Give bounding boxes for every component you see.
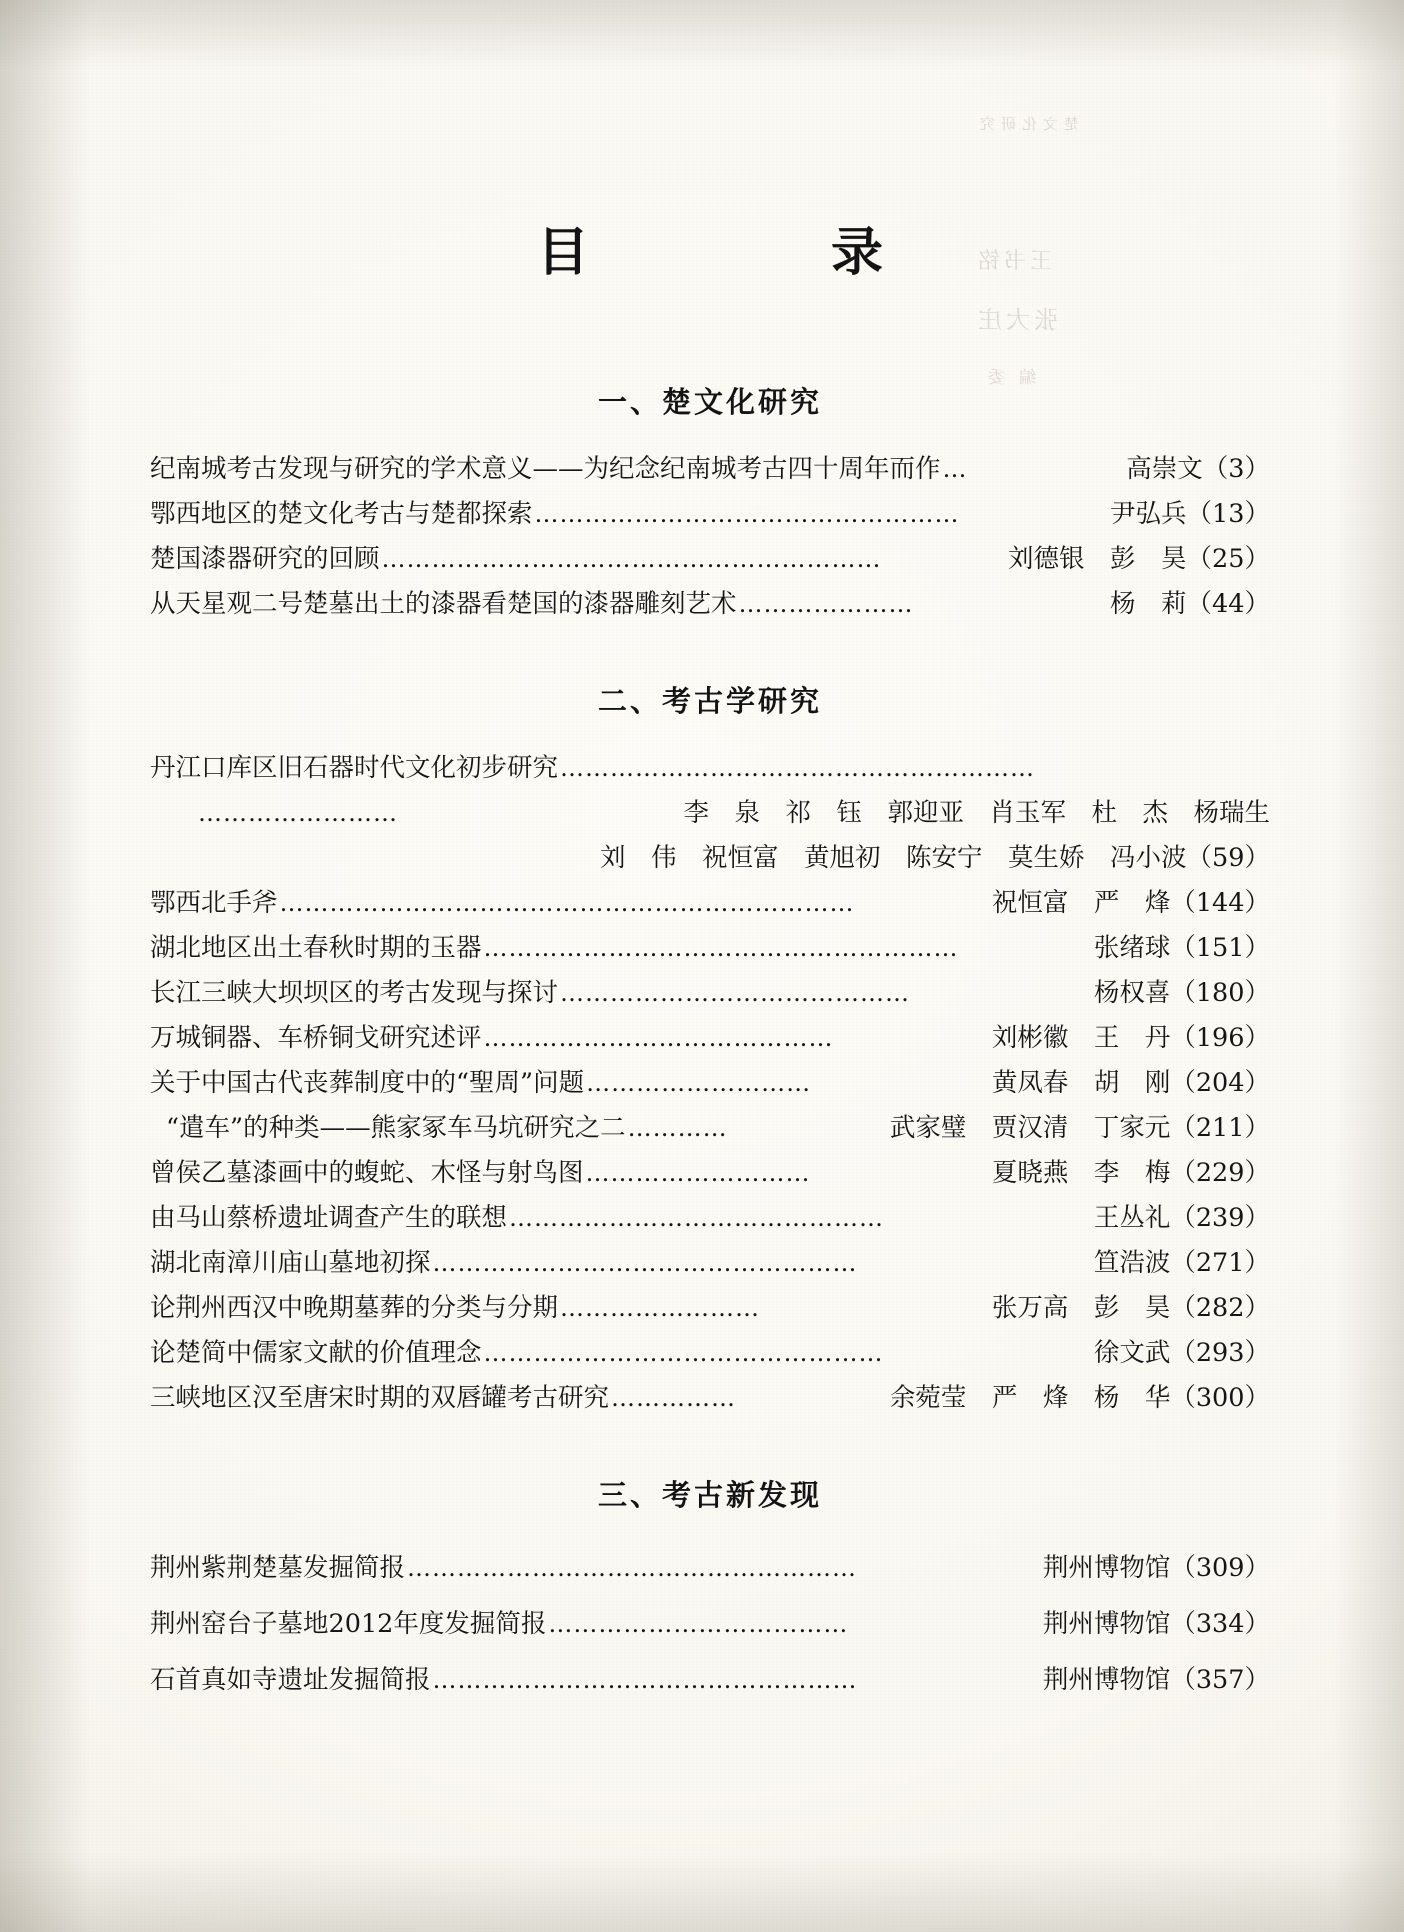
toc-entry-title: 曾侯乙墓漆画中的蝮蛇、木怪与射鸟图 [150,1158,584,1188]
toc-leader: … [942,455,968,483]
toc-entry[interactable] [150,1196,1270,1241]
toc-entry-authors: 祝恒富 严 烽 [991,888,1171,918]
toc-entry-title: 万城铜器、车桥铜戈研究述评 [150,1023,482,1053]
toc-entry-title: 鄂西地区的楚文化考古与楚都探索 [150,499,533,529]
toc-entry-authors: 徐文武 [1093,1338,1171,1368]
bleed-line-1: 楚文化研究 [974,115,1080,133]
toc-entry-authors: 杨权喜 [1093,978,1171,1008]
toc-leader: ………………………………………………… [483,934,959,962]
toc-entry-authors: 荆州博物馆 [1042,1553,1171,1583]
toc-entry-title: 纪南城考古发现与研究的学术意义——为纪念纪南城考古四十周年而作 [150,454,941,484]
toc-entry[interactable] [150,746,1270,791]
toc-leader: …………………………………………… [432,1249,858,1277]
toc-leader: ………………………………………………… [560,754,1036,782]
toc-leader: …………………………………… [560,979,911,1007]
page-edge-shadow-top [0,0,1404,70]
toc-entry[interactable] [150,881,1270,926]
section-heading-3: 三、考古新发现 [597,1478,822,1512]
section-heading-2: 二、考古学研究 [597,684,822,718]
toc-entry-page: （13） [1186,499,1270,529]
section-entries-2 [150,746,1270,1421]
toc-entry-title: 湖北南漳川庙山墓地初探 [150,1248,431,1278]
toc-leader: ………………………………………… [483,1339,884,1367]
toc-leader: ……………………………… [548,1610,849,1638]
toc-entry-title: 荆州窑台子墓地2012年度发掘简报 [150,1609,547,1639]
toc-entry-authors: 刘 伟 祝恒富 黄旭初 陈安宁 莫生娇 冯小波 [600,843,1187,873]
toc-leader: ……………………… [586,1069,812,1097]
toc-entry-authors: 武家璧 贾汉清 丁家元 [889,1113,1171,1143]
toc-entry[interactable] [150,1016,1270,1061]
toc-entry-authors: 杨 莉 [1110,589,1187,619]
section-entries-1 [150,447,1270,627]
toc-entry[interactable] [150,1151,1270,1196]
toc-leader: ………… [627,1114,728,1142]
toc-entry[interactable] [150,582,1270,627]
toc-entry-page: （300） [1170,1383,1270,1413]
toc-entry-title: 鄂西北手斧 [150,888,278,918]
toc-leader: …………………… [198,799,398,827]
toc-entry-title: 丹江口库区旧石器时代文化初步研究 [150,753,559,783]
toc-leader: …………………………………………… [432,1666,858,1694]
toc-entry-continuation [150,791,1270,836]
toc-leader: …………………………………………………………… [279,889,855,917]
toc-entry-authors: 荆州博物馆 [1042,1665,1171,1695]
toc-entry-page: （309） [1170,1553,1270,1583]
toc-entry[interactable] [150,1652,1270,1708]
toc-entry[interactable] [150,1331,1270,1376]
toc-entry-title: 石首真如寺遗址发掘简报 [150,1665,431,1695]
toc-entry-title: 三峡地区汉至唐宋时期的双唇罐考古研究 [150,1383,610,1413]
bleed-line-4: 编委 [974,368,1036,388]
toc-entry-page: （204） [1170,1068,1270,1098]
toc-entry-title: 荆州紫荆楚墓发掘简报 [150,1553,406,1583]
toc-entry-authors: 余菀莹 严 烽 杨 华 [889,1383,1171,1413]
toc-entry[interactable] [150,1540,1270,1596]
toc-entry-title: 楚国漆器研究的回顾 [150,544,380,574]
section-entries-3 [150,1540,1270,1708]
toc-leader: …………… [611,1384,737,1412]
toc-entry[interactable] [150,926,1270,971]
section-heading-1: 一、楚文化研究 [597,385,822,419]
toc-entry-authors: 黄凤春 胡 刚 [991,1068,1171,1098]
toc-entry-title: 关于中国古代丧葬制度中的“聖周”问题 [150,1068,585,1098]
toc-entry-page: （357） [1170,1665,1270,1695]
toc-leader: …………………… [560,1294,761,1322]
toc-entry[interactable] [150,1596,1270,1652]
toc-entry-page: （3） [1202,454,1270,484]
toc-entry-authors: 高崇文 [1126,454,1203,484]
toc-entry-title: 论荆州西汉中晚期墓葬的分类与分期 [150,1293,559,1323]
bleed-line-2: 王书铭 [974,249,1053,274]
page-edge-shadow-bottom [0,1852,1404,1932]
toc-entry-page: （180） [1170,978,1270,1008]
toc-entry-title: 论楚简中儒家文献的价值理念 [150,1338,482,1368]
page-edge-shadow-right [1334,0,1404,1932]
page-title: 目 录 [536,222,929,283]
toc-entry[interactable] [150,971,1270,1016]
toc-entry[interactable] [150,537,1270,582]
toc-entry[interactable] [150,1241,1270,1286]
toc-leader: …………………………………………… [534,500,960,528]
toc-entry-page: （293） [1170,1338,1270,1368]
toc-entry-page: （282） [1170,1293,1270,1323]
toc-entry[interactable] [150,1061,1270,1106]
toc-leader: …………………………………………………… [381,545,882,573]
toc-entry-authors: 荆州博物馆 [1042,1609,1171,1639]
toc-entry-page: （229） [1170,1158,1270,1188]
toc-leader: ……………………… [585,1159,811,1187]
toc-entry-authors: 刘彬徽 王 丹 [991,1023,1171,1053]
toc-leader: ……………………………………… [509,1204,885,1232]
toc-entry[interactable] [150,492,1270,537]
toc-entry-authors: 李 泉 祁 钰 郭迎亚 肖玉军 杜 杰 杨瑞生 [683,798,1270,828]
toc-entry[interactable] [150,447,1270,492]
toc-entry-page: （151） [1170,933,1270,963]
toc-entry-page: （144） [1170,888,1270,918]
toc-entry-continuation [150,836,1270,881]
toc-entry-title: 从天星观二号楚墓出土的漆器看楚国的漆器雕刻艺术 [150,589,737,619]
toc-entry[interactable] [150,1286,1270,1331]
toc-entry-page: （334） [1170,1609,1270,1639]
page-edge-shadow-left [0,0,90,1932]
toc-entry-title: 湖北地区出土春秋时期的玉器 [150,933,482,963]
toc-entry-title: 由马山蔡桥遗址调查产生的联想 [150,1203,508,1233]
toc-leader: …………………………………… [483,1024,834,1052]
toc-entry[interactable] [150,1376,1270,1421]
toc-entry-page: （211） [1170,1113,1270,1143]
toc-entry-title: 长江三峡大坝坝区的考古发现与探讨 [150,978,559,1008]
toc-entry-authors: 王丛礼 [1093,1203,1171,1233]
bleed-line-3: 张大庄 [974,306,1058,334]
toc-entry-authors: 刘德银 彭 昊 [1008,544,1187,574]
toc-entry-authors: 尹弘兵 [1110,499,1187,529]
toc-leader: ………………… [738,590,914,618]
toc-entry-page: （196） [1170,1023,1270,1053]
toc-entry-page: （25） [1186,544,1270,574]
toc-entry-page: （239） [1170,1203,1270,1233]
toc-entry-page: （271） [1170,1248,1270,1278]
toc-entry-authors: 夏晓燕 李 梅 [991,1158,1171,1188]
toc-entry[interactable] [150,1106,1270,1151]
table-of-contents [150,210,1270,1708]
toc-leader: ……………………………………………… [407,1554,858,1582]
toc-entry-authors: 张绪球 [1093,933,1171,963]
toc-entry-authors: 张万高 彭 昊 [991,1293,1171,1323]
toc-entry-page: （59） [1186,843,1270,873]
toc-entry-title: “遣车”的种类——熊家冢车马坑研究之二 [166,1113,626,1143]
toc-entry-authors: 笪浩波 [1093,1248,1171,1278]
toc-entry-page: （44） [1186,589,1270,619]
